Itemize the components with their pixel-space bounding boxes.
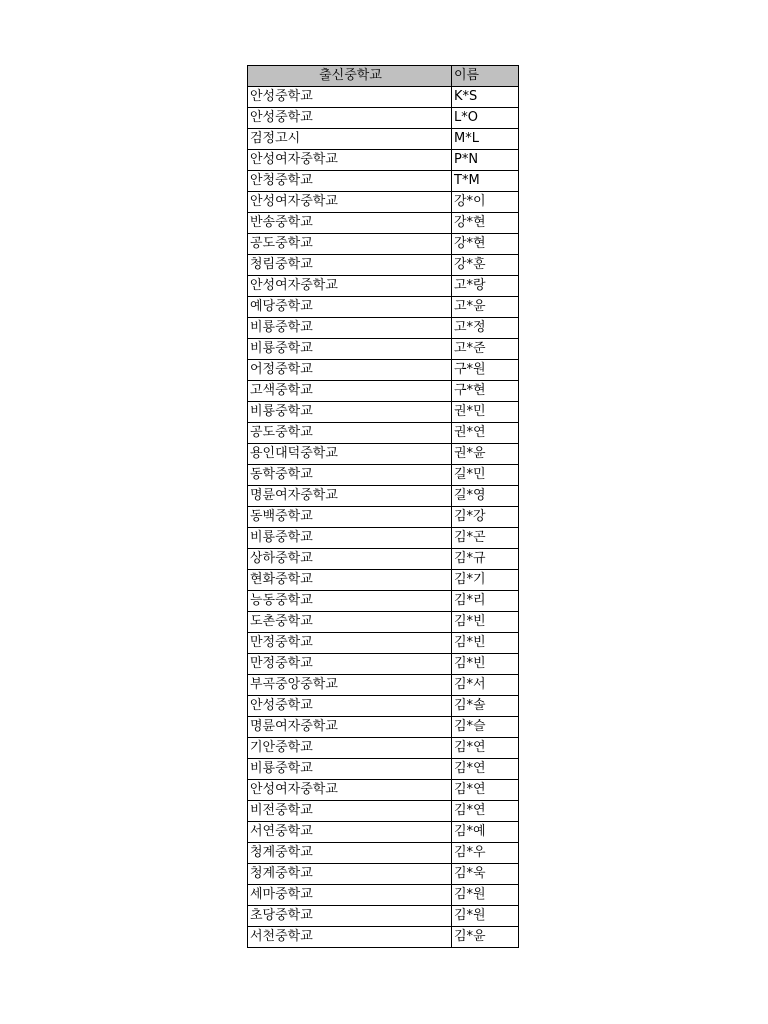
school-cell: 만정중학교 xyxy=(248,654,452,675)
name-cell: M*L xyxy=(452,129,519,150)
name-cell: 김*슬 xyxy=(452,717,519,738)
table-row xyxy=(248,759,519,780)
school-cell: 안성여자중학교 xyxy=(248,276,452,297)
name-cell: K*S xyxy=(452,87,519,108)
school-cell: 명륜여자중학교 xyxy=(248,717,452,738)
name-cell: 권*연 xyxy=(452,423,519,444)
table-row xyxy=(248,885,519,906)
school-cell: 반송중학교 xyxy=(248,213,452,234)
school-cell: 안청중학교 xyxy=(248,171,452,192)
name-cell: P*N xyxy=(452,150,519,171)
table-row xyxy=(248,381,519,402)
name-cell: 길*민 xyxy=(452,465,519,486)
name-cell: 김*우 xyxy=(452,843,519,864)
school-cell: 명륜여자중학교 xyxy=(248,486,452,507)
name-cell: 김*빈 xyxy=(452,612,519,633)
school-cell: 청계중학교 xyxy=(248,843,452,864)
table-row xyxy=(248,570,519,591)
header-name: 이름 xyxy=(452,66,519,87)
school-cell: 서연중학교 xyxy=(248,822,452,843)
name-cell: 권*윤 xyxy=(452,444,519,465)
name-cell: 김*연 xyxy=(452,780,519,801)
name-cell: 강*이 xyxy=(452,192,519,213)
table-row xyxy=(248,255,519,276)
table-row xyxy=(248,633,519,654)
table-row xyxy=(248,444,519,465)
name-cell: 고*윤 xyxy=(452,297,519,318)
name-cell: 구*현 xyxy=(452,381,519,402)
header-row xyxy=(248,66,519,87)
table-row xyxy=(248,654,519,675)
school-cell: 청림중학교 xyxy=(248,255,452,276)
school-cell: 어정중학교 xyxy=(248,360,452,381)
name-cell: 김*연 xyxy=(452,759,519,780)
table-row xyxy=(248,150,519,171)
school-cell: 상하중학교 xyxy=(248,549,452,570)
table-row xyxy=(248,360,519,381)
school-cell: 동백중학교 xyxy=(248,507,452,528)
table-row xyxy=(248,339,519,360)
name-cell: 고*준 xyxy=(452,339,519,360)
name-cell: 김*원 xyxy=(452,885,519,906)
table-row xyxy=(248,843,519,864)
name-cell: 고*정 xyxy=(452,318,519,339)
table-row xyxy=(248,276,519,297)
school-cell: 기안중학교 xyxy=(248,738,452,759)
table-row xyxy=(248,423,519,444)
school-cell: 공도중학교 xyxy=(248,423,452,444)
table-row xyxy=(248,675,519,696)
school-cell: 용인대덕중학교 xyxy=(248,444,452,465)
school-cell: 공도중학교 xyxy=(248,234,452,255)
table-row xyxy=(248,822,519,843)
school-cell: 비룡중학교 xyxy=(248,402,452,423)
table-row xyxy=(248,906,519,927)
table-row xyxy=(248,318,519,339)
name-cell: 김*빈 xyxy=(452,654,519,675)
name-cell: 강*현 xyxy=(452,234,519,255)
name-cell: 김*곤 xyxy=(452,528,519,549)
name-cell: 강*현 xyxy=(452,213,519,234)
name-cell: 권*민 xyxy=(452,402,519,423)
table-row xyxy=(248,864,519,885)
table-row xyxy=(248,549,519,570)
table-row xyxy=(248,507,519,528)
school-cell: 비전중학교 xyxy=(248,801,452,822)
name-cell: 김*욱 xyxy=(452,864,519,885)
table-row xyxy=(248,591,519,612)
school-cell: 동학중학교 xyxy=(248,465,452,486)
table-row xyxy=(248,801,519,822)
name-cell: 김*연 xyxy=(452,801,519,822)
school-cell: 예당중학교 xyxy=(248,297,452,318)
table-row xyxy=(248,465,519,486)
table-row xyxy=(248,87,519,108)
table-row xyxy=(248,612,519,633)
table-row xyxy=(248,108,519,129)
school-cell: 서천중학교 xyxy=(248,927,452,948)
table-row xyxy=(248,402,519,423)
table-row xyxy=(248,171,519,192)
table-row xyxy=(248,192,519,213)
school-cell: 비룡중학교 xyxy=(248,759,452,780)
table-row xyxy=(248,486,519,507)
school-cell: 도촌중학교 xyxy=(248,612,452,633)
name-cell: 김*강 xyxy=(452,507,519,528)
table-row xyxy=(248,696,519,717)
name-cell: 김*빈 xyxy=(452,633,519,654)
name-cell: 김*솔 xyxy=(452,696,519,717)
table-row xyxy=(248,738,519,759)
school-cell: 안성여자중학교 xyxy=(248,192,452,213)
school-cell: 세마중학교 xyxy=(248,885,452,906)
table-row xyxy=(248,234,519,255)
table-row xyxy=(248,927,519,948)
school-cell: 비룡중학교 xyxy=(248,528,452,549)
name-cell: 김*연 xyxy=(452,738,519,759)
name-cell: 김*윤 xyxy=(452,927,519,948)
school-cell: 부곡중앙중학교 xyxy=(248,675,452,696)
name-cell: 김*규 xyxy=(452,549,519,570)
name-cell: 김*예 xyxy=(452,822,519,843)
table-row xyxy=(248,717,519,738)
name-cell: L*O xyxy=(452,108,519,129)
school-cell: 안성여자중학교 xyxy=(248,780,452,801)
school-cell: 안성중학교 xyxy=(248,696,452,717)
school-cell: 비룡중학교 xyxy=(248,318,452,339)
name-cell: 강*훈 xyxy=(452,255,519,276)
school-cell: 안성여자중학교 xyxy=(248,150,452,171)
name-cell: 구*원 xyxy=(452,360,519,381)
school-cell: 고색중학교 xyxy=(248,381,452,402)
table-row xyxy=(248,780,519,801)
school-cell: 능동중학교 xyxy=(248,591,452,612)
school-cell: 만정중학교 xyxy=(248,633,452,654)
school-cell: 초당중학교 xyxy=(248,906,452,927)
table-row xyxy=(248,528,519,549)
table-row xyxy=(248,129,519,150)
school-cell: 안성중학교 xyxy=(248,87,452,108)
name-cell: T*M xyxy=(452,171,519,192)
school-cell: 현화중학교 xyxy=(248,570,452,591)
table-body xyxy=(248,87,519,948)
table-row xyxy=(248,213,519,234)
name-cell: 김*기 xyxy=(452,570,519,591)
student-table xyxy=(247,65,519,948)
school-cell: 청계중학교 xyxy=(248,864,452,885)
name-cell: 김*원 xyxy=(452,906,519,927)
table-row xyxy=(248,297,519,318)
name-cell: 길*영 xyxy=(452,486,519,507)
school-cell: 비룡중학교 xyxy=(248,339,452,360)
school-cell: 검정고시 xyxy=(248,129,452,150)
name-cell: 김*리 xyxy=(452,591,519,612)
name-cell: 고*랑 xyxy=(452,276,519,297)
school-cell: 안성중학교 xyxy=(248,108,452,129)
name-cell: 김*서 xyxy=(452,675,519,696)
header-school: 출신중학교 xyxy=(248,66,452,87)
